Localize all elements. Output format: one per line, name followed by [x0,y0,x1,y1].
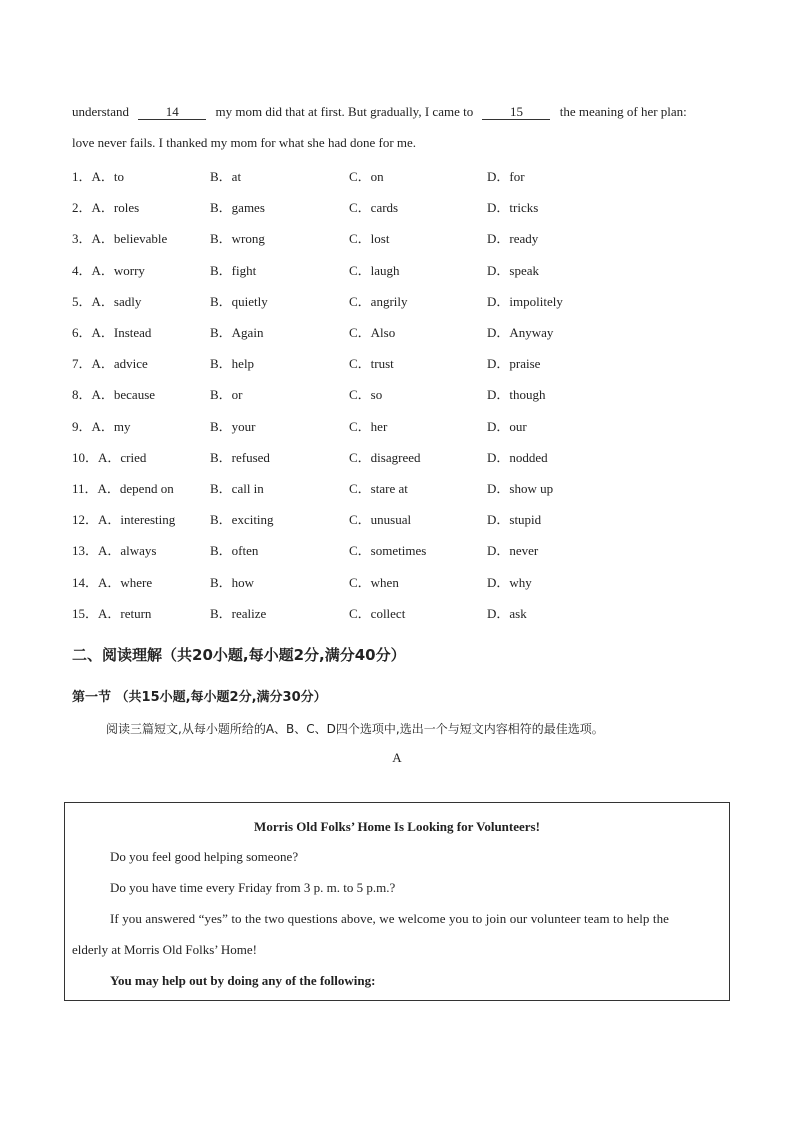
option-row [72,291,712,309]
option-d: D．impolitely [487,293,563,309]
option-b: B．at [210,169,242,184]
option-row [72,353,712,371]
notice-box [64,802,730,1001]
passage-label: A [392,750,402,765]
option-c: C．Also [349,325,396,340]
option-row [72,228,712,246]
option-d: D．never [487,543,539,559]
section-heading: 二、阅读理解（共20小题,每小题2分,满分40分） [72,646,406,664]
option-a: 6．A．Instead [72,325,152,340]
option-c: C．laugh [349,262,400,278]
option-d: D．for [487,169,525,184]
option-row [72,322,712,340]
option-row [72,260,712,278]
option-row [72,416,712,434]
option-row [72,603,712,621]
passage-text: my mom did that at first. But gradually, I came to [215,104,474,119]
option-a: 1．A．to [72,169,125,184]
option-a: 10．A．cried [72,449,147,465]
option-d: D．though [487,387,546,403]
option-c: C．cards [349,200,399,216]
option-c: C．angrily [349,293,408,309]
notice-paragraph-line-1: If you answered “yes” to the two questions above, we welcome you to join our volunteer team to help the [110,911,670,926]
option-b: B．games [210,200,265,216]
option-b: B．fight [210,262,257,278]
option-d: D．show up [487,481,554,496]
option-d: D．Anyway [487,325,554,340]
option-d: D．tricks [487,200,539,216]
option-a: 12．A．interesting [72,512,176,528]
notice-subheading: You may help out by doing any of the following: [110,973,376,988]
option-row [72,478,712,496]
option-b: B．Again [210,325,264,340]
option-a: 8．A．because [72,387,156,403]
option-b: B．realize [210,605,267,621]
blank-15: 15 [482,105,550,120]
option-row [72,572,712,590]
option-a: 13．A．always [72,543,157,559]
option-b: B．refused [210,449,270,465]
option-a: 4．A．worry [72,262,145,278]
notice-question-2: Do you have time every Friday from 3 p. m. to 5 p.m.? [110,880,396,895]
option-d: D．stupid [487,512,542,528]
option-b: B．or [210,387,243,403]
option-c: C．on [349,169,384,184]
option-c: C．collect [349,605,406,621]
option-d: D．why [487,574,532,590]
option-b: B．quietly [210,293,268,309]
option-c: C．so [349,387,383,403]
option-c: C．when [349,574,399,590]
option-row [72,384,712,402]
option-a: 7．A．advice [72,356,148,372]
instruction-text: 阅读三篇短文,从每小题所给的A、B、C、D四个选项中,选出一个与短文内容相符的最佳选项。 [106,722,604,736]
passage-text: the meaning of her plan: [559,104,687,119]
option-row [72,166,712,184]
option-row [72,197,712,215]
option-row [72,509,712,527]
option-c: C．stare at [349,481,408,496]
option-a: 3．A．believable [72,231,168,247]
option-a: 2．A．roles [72,200,140,216]
passage-line-2: love never fails. I thanked my mom for what she had done for me. [72,135,417,150]
option-d: D．nodded [487,449,548,465]
option-b: B．help [210,356,255,372]
option-c: C．disagreed [349,449,421,465]
option-b: B．often [210,543,259,559]
option-d: D．our [487,418,527,434]
option-row [72,540,712,558]
option-b: B．wrong [210,231,265,247]
option-d: D．ready [487,231,539,247]
option-c: C．trust [349,356,394,372]
blank-14: 14 [138,105,206,120]
option-d: D．ask [487,605,527,621]
option-b: B．your [210,418,256,434]
option-d: D．praise [487,356,541,372]
option-b: B．how [210,574,255,590]
option-a: 5．A．sadly [72,293,142,309]
notice-question-1: Do you feel good helping someone? [110,849,299,864]
option-c: C．her [349,418,388,434]
option-a: 14．A．where [72,574,153,590]
option-row [72,447,712,465]
part-heading: 第一节 （共15小题,每小题2分,满分30分） [72,690,327,705]
option-d: D．speak [487,262,539,278]
option-c: C．lost [349,231,390,247]
option-c: C．unusual [349,512,412,528]
option-a: 11．A．depend on [72,481,174,496]
option-b: B．call in [210,481,264,496]
notice-paragraph-line-2: elderly at Morris Old Folks’ Home! [72,942,257,957]
option-c: C．sometimes [349,543,427,559]
passage-text: understand [72,104,130,119]
passage-line-1 [72,104,687,120]
option-b: B．exciting [210,512,274,528]
option-a: 9．A．my [72,418,131,434]
option-a: 15．A．return [72,605,152,621]
notice-title: Morris Old Folks’ Home Is Looking for Volunteers! [254,819,540,834]
